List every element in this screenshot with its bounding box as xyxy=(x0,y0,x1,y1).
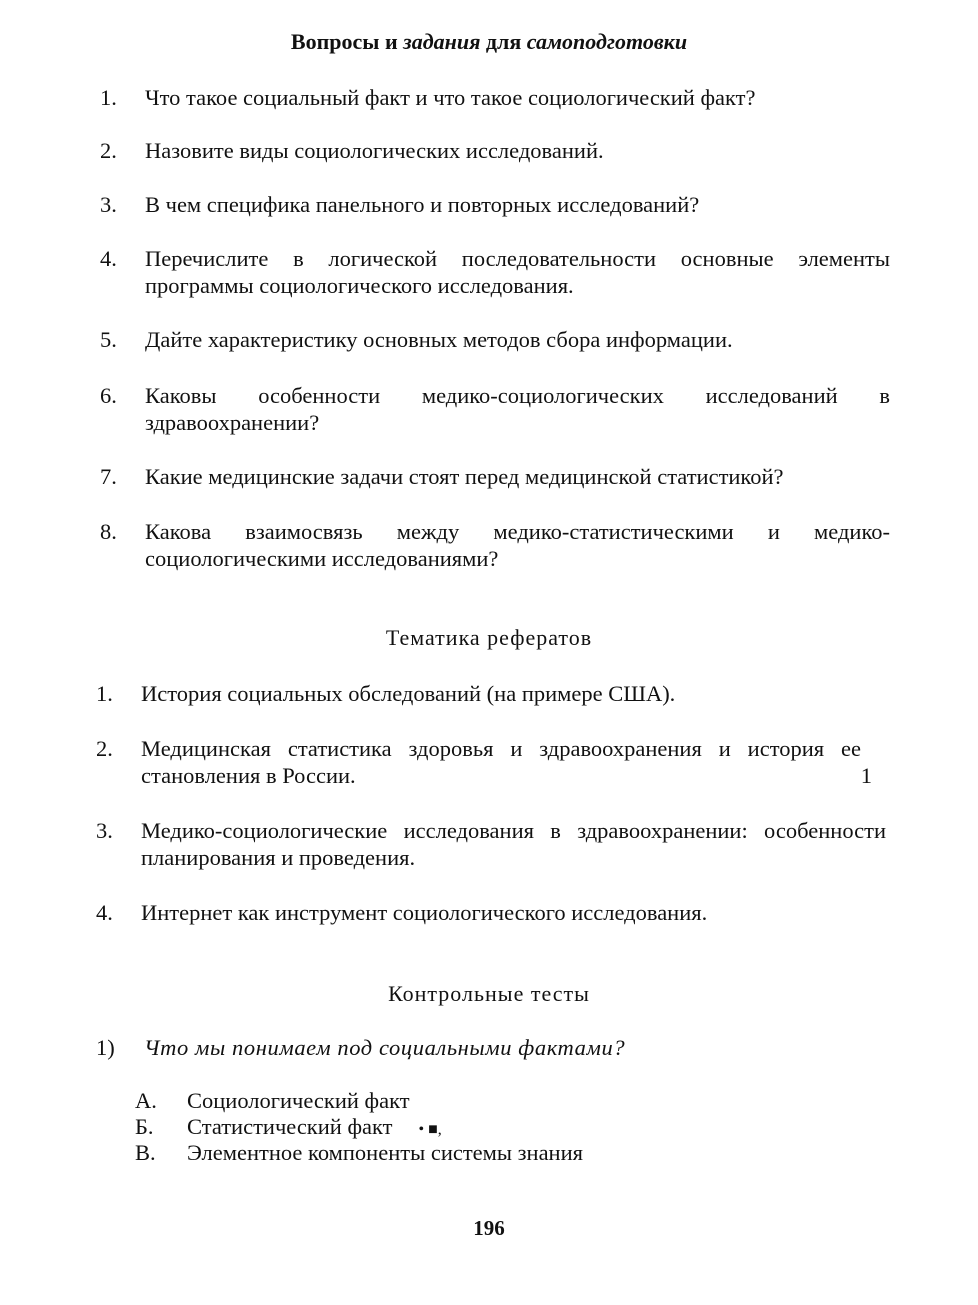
option-text xyxy=(187,1114,442,1143)
question-text: Дайте характеристику основных методов сбора информации. xyxy=(145,327,733,352)
test-question-number: 1) xyxy=(96,1035,115,1060)
question-text: В чем специфика панельного и повторных исследований? xyxy=(145,192,700,217)
question-text: Какова взаимосвязь между медико-статистическими и медико-социологическими исследованиями? xyxy=(145,519,890,571)
topic-number: 2. xyxy=(96,736,113,761)
question-text: Перечислите в логической последовательности основные элементы программы социологического исследования. xyxy=(145,246,890,298)
option-text xyxy=(187,1140,583,1166)
question-number: 7. xyxy=(100,464,117,489)
option-text xyxy=(187,1088,410,1114)
section-heading-topics: Тематика рефератов xyxy=(385,625,593,650)
heading-part-4: самоподготовки xyxy=(526,29,688,54)
option-letter: В. xyxy=(135,1140,156,1165)
topic-number: 3. xyxy=(96,818,113,843)
section-heading-tests: Контрольные тесты xyxy=(388,981,590,1006)
question-number: 5. xyxy=(100,327,117,352)
page-number: 196 xyxy=(473,1216,505,1240)
question-number: 3. xyxy=(100,192,117,217)
question-number: 1. xyxy=(100,85,117,110)
question-text: Назовите виды социологических исследований. xyxy=(145,138,604,163)
question-text: Что такое социальный факт и что такое социологический факт? xyxy=(145,85,756,110)
topic-text: Медицинская статистика здоровья и здравоохранения и история ее становления в России. xyxy=(141,736,861,788)
question-number: 8. xyxy=(100,519,117,544)
question-number: 2. xyxy=(100,138,117,163)
question-text: Каковы особенности медико-социологических исследований в здравоохранении? xyxy=(145,383,890,435)
option-label: Статистический факт xyxy=(187,1114,393,1139)
option-letter: А. xyxy=(135,1088,157,1113)
topic-number: 4. xyxy=(96,900,113,925)
option-letter: Б. xyxy=(135,1114,154,1139)
test-question-text: Что мы понимаем под социальными фактами? xyxy=(144,1035,626,1060)
section-heading-questions xyxy=(0,28,978,56)
stray-mark: • ■, xyxy=(418,1121,442,1138)
heading-part-1: Вопросы и xyxy=(290,29,398,54)
question-number: 6. xyxy=(100,383,117,408)
heading-part-2: задания xyxy=(403,29,481,54)
topic-text: Медико-социологические исследования в здравоохранении: особенности планирования и проведения. xyxy=(141,818,886,870)
topic-item-2 xyxy=(96,735,890,789)
option-label: Социологический факт xyxy=(187,1088,410,1113)
stray-digit: 1 xyxy=(860,763,872,788)
question-number: 4. xyxy=(100,246,117,271)
topic-text: История социальных обследований (на примере США). xyxy=(141,681,676,706)
topic-text: Интернет как инструмент социологического исследования. xyxy=(141,900,708,925)
question-text: Какие медицинские задачи стоят перед медицинской статистикой? xyxy=(145,464,784,489)
topic-number: 1. xyxy=(96,681,113,706)
heading-part-3: для xyxy=(485,29,522,54)
option-label: Элементное компоненты системы знания xyxy=(187,1140,583,1165)
